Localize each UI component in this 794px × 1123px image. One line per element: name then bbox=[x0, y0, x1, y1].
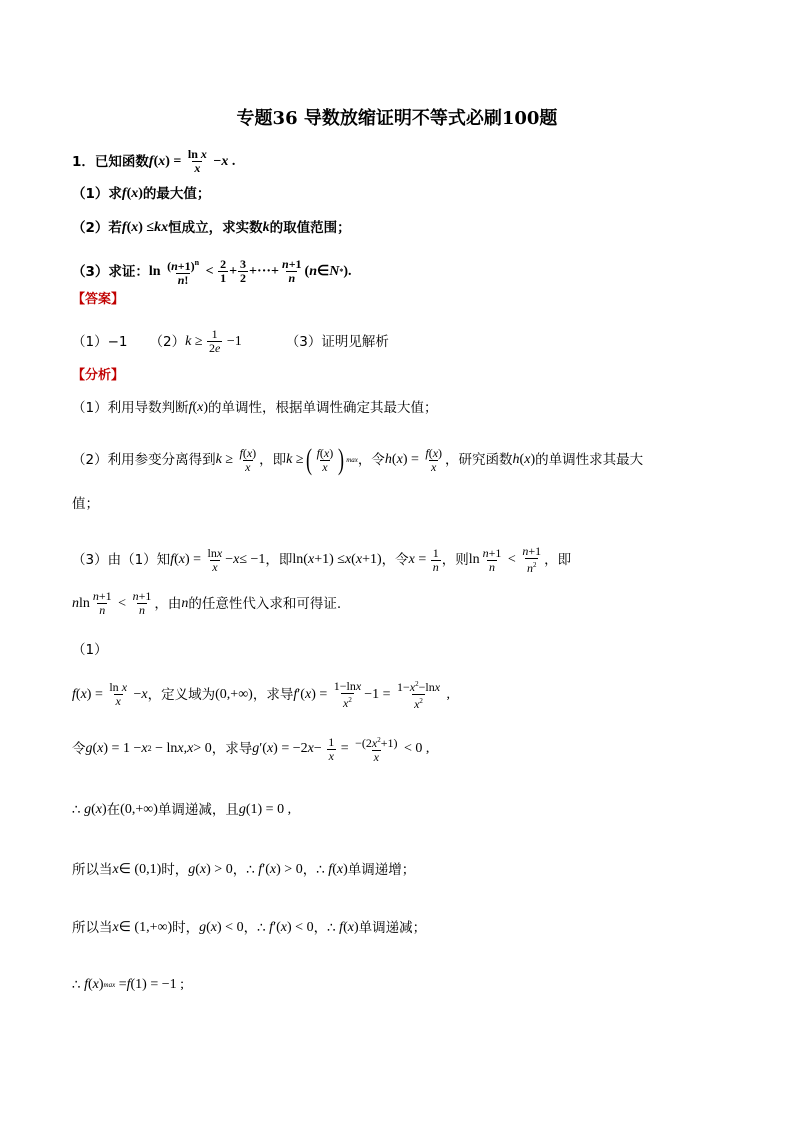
analysis-p2-cont: 值； bbox=[72, 496, 99, 512]
question-2: （2）若 f ( x ) ≤ kx 恒成立，求实数 k 的取值范围； bbox=[72, 220, 351, 236]
problem-intro: 1．已知函数 f ( x ) = $\frac{\text{ln x}}{x}$ − x . bbox=[72, 147, 236, 175]
analysis-p2: （2）利用参变分离得到 k ≥ $\frac{f(x)}{x}$ ，即 k ≥ ( $\frac{f(x)}{x}$ ) max ，令 h ( x ) = $\frac{f(x)}{x}$ ，研究函数 h ( x ) 的单调性求其最大 bbox=[72, 443, 644, 476]
solution-line-6: ∴ f ( x ) max = f (1) = −1 ; bbox=[72, 977, 185, 993]
page-title: 专题36 导数放缩证明不等式必刷100题 bbox=[236, 108, 558, 129]
solution-line-3: ∴ g ( x ) 在 (0,+∞) 单调递减，且 g (1) = 0 , bbox=[72, 802, 292, 818]
analysis-p3: （3）由（1）知 f ( x ) = $\frac{\ln x}{x}$ − x ≤ −1 ，即 ln( x +1) ≤ x ( x +1) ，令 x = $\frac{1}{n}$ ，则 ln $\frac{n+1}{n}$ < $\frac{n+1}{n^2}$ ，即 bbox=[72, 544, 572, 575]
question-1: （1）求 f ( x ) 的最大值； bbox=[72, 186, 211, 202]
answer-heading: 【答案】 bbox=[72, 292, 125, 307]
formula-fx: f bbox=[148, 153, 154, 169]
question-3: （3）求证： ln $\frac{(n+1)^n}{n!}$ < $\frac{2}{1}$ + $\frac{3}{2}$ +···+ $\frac{n+1}{n}$ ( n ∈ N * ). bbox=[72, 257, 352, 287]
analysis-heading: 【分析】 bbox=[72, 368, 125, 383]
answer-line: （1）−1 （2） k ≥ $\frac{1}{2e}$ −1 （3）证明见解析 bbox=[72, 327, 389, 355]
solution-line-2: 令 g ( x ) = 1 − x 2 − ln x , x > 0 ，求导 g ′( x ) = −2 x − $\frac{1}{x}$ = $\frac{-(2x^2+1)}{x}$ < 0 , bbox=[72, 734, 430, 764]
solution-line-4: 所以当 x ∈ (0,1) 时， g ( x ) > 0 ，∴ f ′( x ) > 0 ，∴ f ( x ) 单调递增； bbox=[72, 862, 416, 878]
solution-label: （1） bbox=[72, 642, 108, 658]
solution-line-5: 所以当 x ∈ (1,+∞) 时， g ( x ) < 0 ，∴ f ′( x ) < 0 ，∴ f ( x ) 单调递减； bbox=[72, 920, 427, 936]
analysis-p1: （1）利用导数判断 f ( x ) 的单调性，根据单调性确定其最大值； bbox=[72, 400, 438, 416]
solution-line-1: f ( x ) = $\frac{\text{ln x}}{x}$ − x ，定义域为 (0,+∞) ，求导 f ′( x ) = $\frac{1-\ln x}{x^2}$ −1 = $\frac{1-x^2-\ln x}{x^2}$ , bbox=[72, 678, 451, 711]
analysis-p3-cont: n ln $\frac{n+1}{n}$ < $\frac{n+1}{n}$ ，由 n 的任意性代入求和可得证. bbox=[72, 589, 342, 617]
